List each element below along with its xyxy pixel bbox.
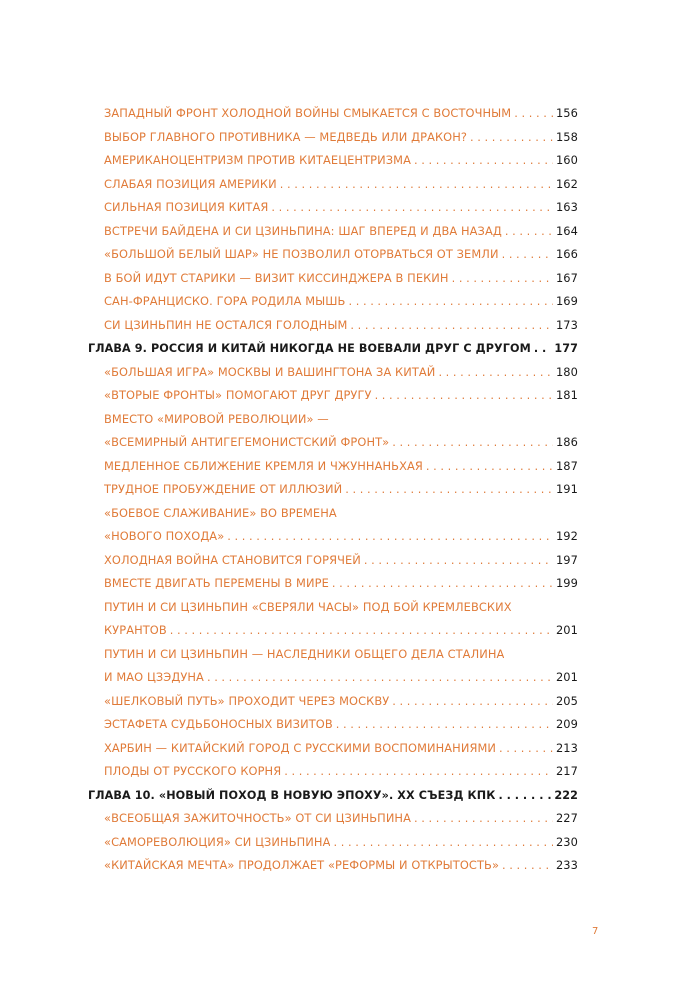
dot-leader xyxy=(534,337,552,361)
toc-section-entry[interactable] xyxy=(88,713,578,737)
toc-entry-title: В БОЙ ИДУТ СТАРИКИ — ВИЗИТ КИССИНДЖЕРА В ПЕКИН xyxy=(104,270,449,285)
toc-entry-page-number: 156 xyxy=(555,106,578,120)
toc-section-entry[interactable] xyxy=(88,220,578,244)
table-of-contents xyxy=(88,102,578,878)
toc-section-entry[interactable] xyxy=(88,173,578,197)
toc-entry-page-number: 166 xyxy=(555,247,578,261)
toc-entry-page-number: 173 xyxy=(555,317,578,332)
toc-section-entry[interactable] xyxy=(88,596,578,620)
dot-leader xyxy=(375,384,553,408)
toc-entry-title: ЭСТАФЕТА СУДЬБОНОСНЫХ ВИЗИТОВ xyxy=(104,717,333,731)
toc-section-entry[interactable] xyxy=(88,455,578,479)
dot-leader xyxy=(392,431,553,455)
toc-entry-page-number: 163 xyxy=(555,200,578,214)
toc-section-entry[interactable] xyxy=(88,196,578,220)
toc-entry-page-number: 187 xyxy=(555,458,578,473)
dot-leader xyxy=(207,666,553,690)
dot-leader xyxy=(348,290,552,314)
toc-section-entry[interactable] xyxy=(88,525,578,549)
toc-entry-title: ВМЕСТО «МИРОВОЙ РЕВОЛЮЦИИ» — xyxy=(104,411,329,426)
dot-leader xyxy=(470,126,553,150)
dot-leader xyxy=(514,102,553,126)
toc-entry-title: ГЛАВА 10. «НОВЫЙ ПОХОД В НОВУЮ ЭПОХУ». XX СЪЕЗД КПК xyxy=(88,788,496,802)
toc-section-entry[interactable] xyxy=(88,502,578,526)
toc-entry-title: ВСТРЕЧИ БАЙДЕНА И СИ ЦЗИНЬПИНА: ШАГ ВПЕРЕД И ДВА НАЗАД xyxy=(104,223,502,238)
toc-section-entry[interactable] xyxy=(88,408,578,432)
toc-entry-title: «ВТОРЫЕ ФРОНТЫ» ПОМОГАЮТ ДРУГ ДРУГУ xyxy=(104,388,372,402)
toc-entry-title: «БОЕВОЕ СЛАЖИВАНИЕ» ВО ВРЕМЕНА xyxy=(104,505,337,520)
toc-entry-page-number: 167 xyxy=(555,270,578,285)
toc-section-entry[interactable] xyxy=(88,807,578,831)
toc-entry-page-number: 199 xyxy=(555,576,578,590)
toc-entry-title: АМЕРИКАНОЦЕНТРИЗМ ПРОТИВ КИТАЕЦЕНТРИЗМА xyxy=(104,153,411,167)
dot-leader xyxy=(271,196,553,220)
toc-entry-page-number: 158 xyxy=(555,129,578,144)
toc-section-entry[interactable] xyxy=(88,431,578,455)
dot-leader xyxy=(280,173,553,197)
toc-section-entry[interactable] xyxy=(88,549,578,573)
toc-section-entry[interactable] xyxy=(88,126,578,150)
toc-entry-title: ХАРБИН — КИТАЙСКИЙ ГОРОД С РУССКИМИ ВОСПОМИНАНИЯМИ xyxy=(104,740,497,755)
toc-section-entry[interactable] xyxy=(88,854,578,878)
toc-entry-title: ТРУДНОЕ ПРОБУЖДЕНИЕ ОТ ИЛЛЮЗИЙ xyxy=(104,482,343,496)
dot-leader xyxy=(333,831,552,855)
toc-section-entry[interactable] xyxy=(88,314,578,338)
dot-leader xyxy=(505,220,553,244)
toc-entry-title: МЕДЛЕННОЕ СБЛИЖЕНИЕ КРЕМЛЯ И ЧЖУННАНЬХАЯ xyxy=(104,458,423,473)
toc-section-entry[interactable] xyxy=(88,643,578,667)
toc-entry-title: «КИТАЙСКАЯ МЕЧТА» ПРОДОЛЖАЕТ «РЕФОРМЫ И ОТКРЫТОСТЬ» xyxy=(104,858,500,872)
toc-entry-title: СИ ЦЗИНЬПИН НЕ ОСТАЛСЯ ГОЛОДНЫМ xyxy=(104,317,348,332)
dot-leader xyxy=(284,760,553,784)
toc-entry-title: КУРАНТОВ xyxy=(104,623,167,637)
toc-section-entry[interactable] xyxy=(88,666,578,690)
toc-entry-page-number: 213 xyxy=(555,740,578,755)
toc-entry-title: СИЛЬНАЯ ПОЗИЦИЯ КИТАЯ xyxy=(104,200,269,214)
toc-entry-page-number: 230 xyxy=(555,834,578,849)
toc-entry-page-number: 201 xyxy=(555,623,578,637)
toc-entry-page-number: 162 xyxy=(555,176,578,191)
dot-leader xyxy=(227,525,553,549)
dot-leader xyxy=(502,854,553,878)
toc-entry-title: «ВСЕОБЩАЯ ЗАЖИТОЧНОСТЬ» ОТ СИ ЦЗИНЬПИНА xyxy=(104,811,411,825)
toc-entry-title: ЗАПАДНЫЙ ФРОНТ ХОЛОДНОЙ ВОЙНЫ СМЫКАЕТСЯ С ВОСТОЧНЫМ xyxy=(104,106,512,120)
toc-entry-page-number: 209 xyxy=(555,717,578,731)
toc-entry-title: ХОЛОДНАЯ ВОЙНА СТАНОВИТСЯ ГОРЯЧЕЙ xyxy=(104,552,361,567)
toc-entry-title: И МАО ЦЗЭДУНА xyxy=(104,670,204,684)
toc-entry-page-number: 169 xyxy=(555,294,578,308)
toc-entry-title: ПУТИН И СИ ЦЗИНЬПИН — НАСЛЕДНИКИ ОБЩЕГО ДЕЛА СТАЛИНА xyxy=(104,646,505,661)
page-number: 7 xyxy=(592,926,599,937)
toc-entry-title: ГЛАВА 9. РОССИЯ И КИТАЙ НИКОГДА НЕ ВОЕВАЛИ ДРУГ С ДРУГОМ xyxy=(88,342,531,355)
toc-entry-title: ВМЕСТЕ ДВИГАТЬ ПЕРЕМЕНЫ В МИРЕ xyxy=(104,576,329,590)
toc-entry-title: СЛАБАЯ ПОЗИЦИЯ АМЕРИКИ xyxy=(104,176,277,191)
toc-entry-page-number: 181 xyxy=(555,388,578,402)
dot-leader xyxy=(364,549,553,573)
toc-entry-title: «НОВОГО ПОХОДА» xyxy=(104,529,225,543)
toc-entry-title: «ВСЕМИРНЫЙ АНТИГЕГЕМОНИСТСКИЙ ФРОНТ» xyxy=(104,435,390,449)
dot-leader xyxy=(498,784,551,808)
toc-entry-page-number: 233 xyxy=(555,858,578,872)
toc-section-entry[interactable] xyxy=(88,478,578,502)
toc-section-entry[interactable] xyxy=(88,361,578,385)
toc-section-entry[interactable] xyxy=(88,267,578,291)
dot-leader xyxy=(438,361,553,385)
toc-section-entry[interactable] xyxy=(88,572,578,596)
toc-entry-page-number: 205 xyxy=(555,693,578,708)
toc-section-entry[interactable] xyxy=(88,690,578,714)
toc-section-entry[interactable] xyxy=(88,384,578,408)
toc-entry-page-number: 191 xyxy=(555,482,578,496)
toc-entry-page-number: 192 xyxy=(555,529,578,543)
dot-leader xyxy=(414,807,553,831)
toc-entry-page-number: 217 xyxy=(555,764,578,778)
toc-entry-page-number: 227 xyxy=(555,811,578,825)
toc-entry-page-number: 222 xyxy=(554,788,578,802)
toc-entry-title: «ШЕЛКОВЫЙ ПУТЬ» ПРОХОДИТ ЧЕРЕЗ МОСКВУ xyxy=(104,693,390,708)
toc-section-entry[interactable] xyxy=(88,831,578,855)
dot-leader xyxy=(499,737,553,761)
toc-section-entry[interactable] xyxy=(88,619,578,643)
dot-leader xyxy=(502,243,553,267)
toc-entry-title: ВЫБОР ГЛАВНОГО ПРОТИВНИКА — МЕДВЕДЬ ИЛИ ДРАКОН? xyxy=(104,129,468,144)
toc-section-entry[interactable] xyxy=(88,290,578,314)
toc-entry-page-number: 164 xyxy=(555,223,578,238)
toc-section-entry[interactable] xyxy=(88,243,578,267)
dot-leader xyxy=(392,690,553,714)
dot-leader xyxy=(336,713,553,737)
toc-entry-title: САН-ФРАНЦИСКО. ГОРА РОДИЛА МЫШЬ xyxy=(104,294,346,308)
toc-entry-title: «БОЛЬШОЙ БЕЛЫЙ ШАР» НЕ ПОЗВОЛИЛ ОТОРВАТЬСЯ ОТ ЗЕМЛИ xyxy=(104,247,499,261)
dot-leader xyxy=(350,314,553,338)
dot-leader xyxy=(332,572,553,596)
toc-entry-title: «САМОРЕВОЛЮЦИЯ» СИ ЦЗИНЬПИНА xyxy=(104,834,331,849)
dot-leader xyxy=(452,267,553,291)
dot-leader xyxy=(414,149,553,173)
toc-chapter-entry[interactable] xyxy=(88,337,578,361)
toc-entry-title: ПЛОДЫ ОТ РУССКОГО КОРНЯ xyxy=(104,764,282,778)
dot-leader xyxy=(170,619,553,643)
toc-entry-title: ПУТИН И СИ ЦЗИНЬПИН «СВЕРЯЛИ ЧАСЫ» ПОД БОЙ КРЕМЛЕВСКИХ xyxy=(104,599,512,614)
toc-entry-page-number: 186 xyxy=(555,435,578,449)
dot-leader xyxy=(345,478,553,502)
toc-entry-page-number: 180 xyxy=(555,364,578,379)
toc-entry-page-number: 201 xyxy=(555,670,578,684)
toc-section-entry[interactable] xyxy=(88,102,578,126)
toc-entry-page-number: 177 xyxy=(554,342,578,355)
toc-chapter-entry[interactable] xyxy=(88,784,578,808)
toc-section-entry[interactable] xyxy=(88,149,578,173)
toc-entry-title: «БОЛЬШАЯ ИГРА» МОСКВЫ И ВАШИНГТОНА ЗА КИТАЙ xyxy=(104,364,436,379)
toc-section-entry[interactable] xyxy=(88,760,578,784)
dot-leader xyxy=(426,455,553,479)
toc-entry-page-number: 160 xyxy=(555,153,578,167)
toc-section-entry[interactable] xyxy=(88,737,578,761)
toc-entry-page-number: 197 xyxy=(555,552,578,567)
